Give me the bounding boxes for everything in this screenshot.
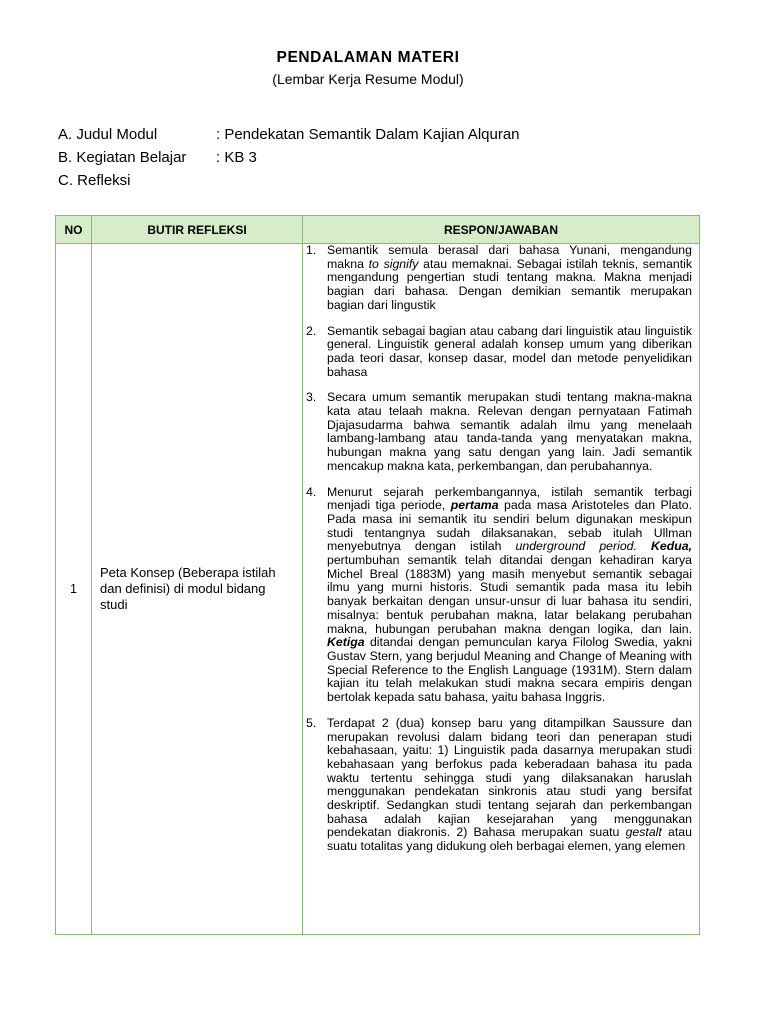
item-text: Secara umum semantik merupakan studi tentang makna-makna kata atau telaah makna. Relevan dengan pernyataan Fatimah Djajasudarma bahwa semantik adalah ilmu yang menelaah lambang-lambang atau tanda-tanda yang menyatakan makna, hubungan makna yang satu dengan yang lain. Jadi semantik mencakup makna kata, perkembangan, dan perubahannya.	[327, 390, 692, 473]
item-number: 4.	[306, 484, 317, 499]
row-number: 1	[56, 244, 92, 935]
meta-judul-modul	[58, 126, 520, 143]
item-text: Menurut sejarah perkembangannya, istilah semantik terbagi menjadi tiga periode, pertama pada masa Aristoteles dan Plato. Pada masa ini semantik itu sendiri belum digunakan meskipun studi tentangnya sudah dilaksanakan, sebab itulah Ullman menyebutnya dengan istilah underground period. Kedua, pertumbuhan semantik telah ditandai dengan kehadiran karya Michel Breal (1883M) yang masih menyebut semantik sebagai ilmu yang murni historis. Studi semantik pada masa itu lebih banyak berkaitan dengan unsur-unsur di luar bahasa itu sendiri, misalnya: bentuk perubahan makna, latar belakang perubahan makna, hubungan perubahan makna dengan logika, dan lain. Ketiga ditandai dengan pemunculan karya Filolog Swedia, yakni Gustav Stern, yang berjudul Meaning and Change of Meaning with Special Reference to the English Language (1931M). Stern dalam kajian itu telah melakukan studi makna secara empiris dengan bertolak kepada satu bahasa, yaitu bahasa Inggris.	[327, 484, 692, 705]
list-item	[306, 391, 692, 473]
item-number: 1.	[306, 244, 317, 257]
list-item	[306, 717, 692, 854]
meta-kegiatan-belajar	[58, 149, 257, 166]
butir-refleksi-text: Peta Konsep (Beberapa istilah dan definisi) di modul bidang studi	[92, 244, 303, 935]
italic-term: underground period.	[515, 539, 637, 554]
table-row	[56, 244, 700, 935]
list-item	[306, 486, 692, 705]
bold-italic-term: pertama	[450, 498, 499, 513]
meta-label: B. Kegiatan Belajar	[58, 149, 187, 166]
item-number: 2.	[306, 323, 317, 338]
item-text: Terdapat 2 (dua) konsep baru yang ditampilkan Saussure dan merupakan revolusi dalam bidang teori dan penerapan studi kebahasaan, yaitu: 1) Linguistik pada dasarnya merupakan studi kebahasaan yang berfokus pada keberadaan bahasa itu pada waktu tertentu sehingga studi yang dilaksanakan haruslah menggunakan pendekatan sinkronis atau studi yang bersifat deskriptif. Sedangkan studi tentang sejarah dan perkembangan bahasa adalah kajian kesejarahan yang menggunakan pendekatan diakronis. 2) Bahasa merupakan suatu gestalt atau suatu totalitas yang didukung oleh berbagai elemen, yang elemen	[327, 715, 692, 854]
meta-label: A. Judul Modul	[58, 126, 158, 143]
item-text: Semantik semula berasal dari bahasa Yunani, mengandung makna to signify atau memaknai. Sebagai istilah teknis, semantik mengandung pengertian studi tentang makna. Makna menjadi bagian dari bahasa. Dengan demikian semantik merupakan bagian dari lingustik	[327, 244, 692, 312]
header-butir-refleksi: BUTIR REFLEKSI	[92, 216, 303, 244]
reflection-table	[55, 215, 700, 935]
header-no: NO	[56, 216, 92, 244]
header-respon-jawaban: RESPON/JAWABAN	[303, 216, 700, 244]
italic-term: gestalt	[625, 825, 662, 840]
bold-italic-term: Kedua,	[651, 539, 692, 554]
list-item	[306, 244, 692, 313]
item-text: Semantik sebagai bagian atau cabang dari linguistik atau linguistik general. Linguistik general adalah konsep umum yang diberikan pada teori dasar, konsep dasar, model dan metode penyelidikan bahasa	[327, 323, 692, 379]
meta-value: : Pendekatan Semantik Dalam Kajian Alquran	[216, 126, 520, 143]
bold-italic-term: Ketiga	[327, 635, 365, 650]
item-number: 3.	[306, 390, 317, 405]
meta-refleksi	[58, 172, 131, 189]
respon-cell	[303, 244, 700, 935]
list-item	[306, 325, 692, 380]
italic-term: to signify	[368, 256, 419, 271]
response-list	[306, 244, 692, 854]
meta-value: : KB 3	[216, 149, 257, 166]
document-title: PENDALAMAN MATERI	[276, 49, 460, 66]
table-header-row	[56, 216, 700, 244]
document-subtitle: (Lembar Kerja Resume Modul)	[272, 71, 464, 87]
meta-label: C. Refleksi	[58, 172, 131, 189]
item-number: 5.	[306, 715, 317, 730]
